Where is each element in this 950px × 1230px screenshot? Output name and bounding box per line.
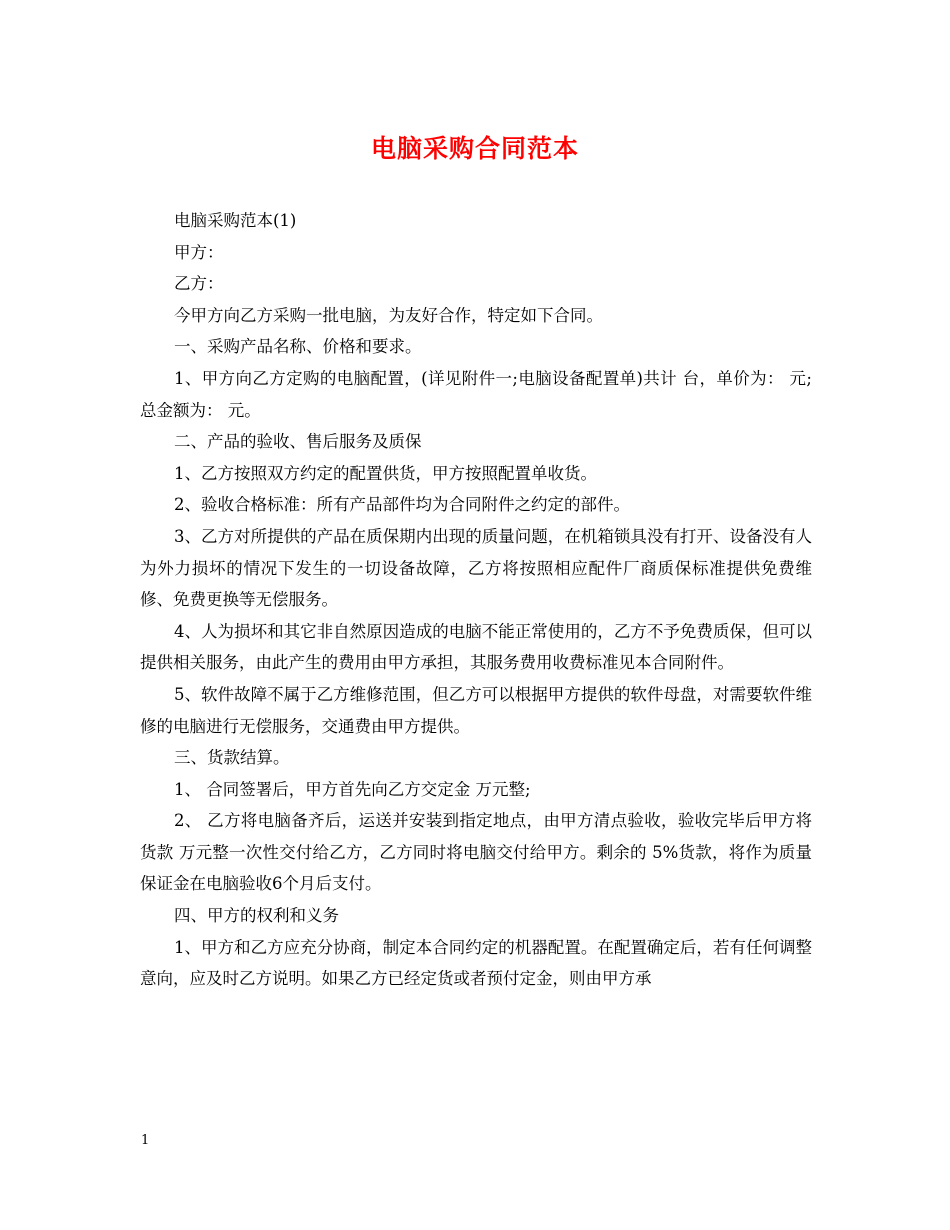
section-heading: 四、甲方的权利和义务 (174, 906, 339, 926)
section-heading: 三、货款结算。 (174, 748, 290, 768)
paragraph: 3、乙方对所提供的产品在质保期内出现的质量问题，在机箱锁具没有打开、设备没有人为外力损坏的情况下发生的一切设备故障，乙方将按照相应配件厂商质保标准提供免费维修、免费更换等无偿服务。 (140, 526, 812, 610)
paragraph: 2、验收合格标准：所有产品部件均为合同附件之约定的部件。 (174, 495, 630, 515)
paragraph: 4、人为损坏和其它非自然原因造成的电脑不能正常使用的，乙方不予免费质保，但可以提供相关服务，由此产生的费用由甲方承担，其服务费用收费标准见本合同附件。 (140, 621, 812, 673)
paragraph: 电脑采购范本(1) (174, 211, 297, 230)
paragraph: 1、甲方向乙方定购的电脑配置，(详见附件一;电脑设备配置单)共计 台，单价为： 元; 总金额为： 元。 (140, 368, 812, 420)
paragraph: 1、 合同签署后，甲方首先向乙方交定金 万元整; (174, 779, 531, 799)
paragraph: 甲方： (174, 242, 224, 262)
paragraph: 乙方： (174, 274, 224, 294)
document-body (140, 205, 812, 995)
paragraph: 5、软件故障不属于乙方维修范围，但乙方可以根据甲方提供的软件母盘，对需要软件维修的电脑进行无偿服务，交通费由甲方提供。 (140, 684, 812, 736)
section-heading: 二、产品的验收、售后服务及质保 (174, 432, 422, 452)
paragraph: 今甲方向乙方采购一批电脑，为友好合作，特定如下合同。 (174, 305, 603, 325)
paragraph: 1、乙方按照双方约定的配置供货，甲方按照配置单收货。 (174, 463, 597, 483)
section-heading: 一、采购产品名称、价格和要求。 (174, 337, 422, 357)
document-title: 电脑采购合同范本 (370, 134, 579, 163)
paragraph: 1、甲方和乙方应充分协商，制定本合同约定的机器配置。在配置确定后，若有任何调整意向，应及时乙方说明。如果乙方已经定货或者预付定金，则由甲方承 (140, 937, 812, 989)
page-number: 1 (141, 1133, 150, 1148)
paragraph: 2、 乙方将电脑备齐后，运送并安装到指定地点，由甲方清点验收，验收完毕后甲方将货款 万元整一次性交付给乙方，乙方同时将电脑交付给甲方。剩余的 5%货款，将作为质量保证金在电脑验收6个月后支付。 (140, 811, 812, 894)
